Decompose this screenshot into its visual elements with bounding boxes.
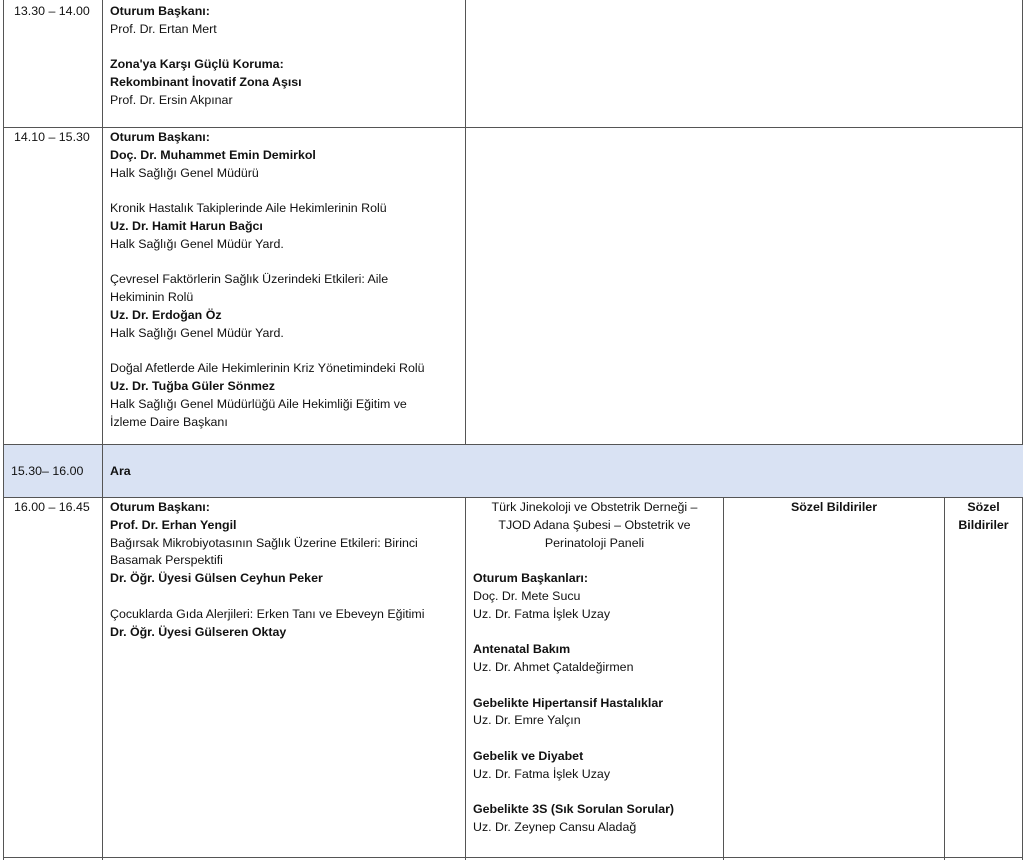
session-line: Uz. Dr. Emre Yalçın — [473, 713, 581, 728]
session-line: Uz. Dr. Tuğba Güler Sönmez — [110, 379, 275, 394]
panel-title — [466, 499, 723, 552]
session-line: Uz. Dr. Ahmet Çataldeğirmen — [473, 659, 634, 674]
time-cell — [14, 499, 90, 517]
session-line: Uz. Dr. Fatma İşlek Uzay — [473, 766, 611, 781]
session-line: Uz. Dr. Fatma İşlek Uzay — [473, 606, 611, 621]
row-divider — [3, 444, 1023, 445]
session-line: Uz. Dr. Zeynep Cansu Aladağ — [473, 820, 637, 835]
session-line: Antenatal Bakım — [473, 642, 571, 657]
time-label: 13.30 – 14.00 — [14, 4, 90, 18]
row-divider — [465, 127, 1023, 128]
time-label: 14.10 – 15.30 — [14, 130, 90, 144]
session-line: Oturum Başkanı: — [110, 4, 210, 18]
row-divider — [3, 857, 1023, 858]
session-line: Oturum Başkanları: — [473, 571, 588, 585]
session-line: Halk Sağlığı Genel Müdürlüğü Aile Hekimliği Eğitim ve — [110, 396, 407, 411]
session-line: Halk Sağlığı Genel Müdürü — [110, 165, 259, 180]
panel-title-line: TJOD Adana Şubesi – Obstetrik ve — [498, 517, 691, 532]
session-line: Oturum Başkanı: — [110, 500, 210, 514]
session-line: Doğal Afetlerde Aile Hekimlerinin Kriz Yönetimindeki Rolü — [110, 361, 425, 376]
panel-session-cell — [473, 570, 674, 837]
session-line: Uz. Dr. Erdoğan Öz — [110, 307, 222, 322]
session-line: Doç. Dr. Muhammet Emin Demirkol — [110, 147, 316, 162]
oral-presentations-label: Sözel Bildiriler — [790, 500, 878, 514]
time-label: 16.00 – 16.45 — [14, 500, 90, 514]
session-line: Hekiminin Rolü — [110, 290, 194, 305]
session-line: Dr. Öğr. Üyesi Gülsen Ceyhun Peker — [110, 571, 323, 586]
session-cell — [110, 3, 302, 110]
panel-title-line: Türk Jinekoloji ve Obstetrik Derneği – — [491, 500, 698, 514]
column-divider — [465, 0, 466, 445]
break-row-band — [3, 445, 1023, 497]
session-line: Gebelikte Hipertansif Hastalıklar — [473, 695, 664, 710]
session-line: Prof. Dr. Ertan Mert — [110, 21, 217, 36]
session-line: Uz. Dr. Hamit Harun Bağcı — [110, 218, 263, 233]
oral-presentations-label: Sözel — [967, 500, 1000, 514]
session-line: Bağırsak Mikrobiyotasının Sağlık Üzerine Etkileri: Birinci — [110, 535, 418, 550]
oral-presentations-header — [724, 499, 944, 517]
spacer — [473, 623, 674, 641]
session-line: Çocuklarda Gıda Alerjileri: Erken Tanı ve Ebeveyn Eğitimi — [110, 606, 425, 621]
time-cell — [14, 3, 90, 21]
panel-title-line: Perinatoloji Paneli — [544, 535, 645, 550]
session-line: Dr. Öğr. Üyesi Gülseren Oktay — [110, 624, 287, 639]
spacer — [473, 677, 674, 695]
column-divider — [1022, 497, 1023, 860]
time-cell — [11, 463, 83, 481]
oral-presentations-label: Bildiriler — [958, 517, 1009, 532]
column-divider — [723, 497, 724, 860]
column-divider — [944, 497, 945, 860]
row-divider — [3, 127, 465, 128]
session-line: Halk Sağlığı Genel Müdür Yard. — [110, 325, 284, 340]
spacer — [110, 343, 425, 361]
session-line: Gebelikte 3S (Sık Sorulan Sorular) — [473, 802, 675, 817]
oral-presentations-header — [945, 499, 1022, 535]
spacer — [110, 182, 425, 200]
break-text: Ara — [110, 464, 131, 478]
column-divider — [3, 0, 4, 860]
session-line: Rekombinant İnovatif Zona Aşısı — [110, 75, 302, 90]
row-divider — [3, 497, 1023, 498]
session-line: Gebelik ve Diyabet — [473, 748, 584, 763]
session-line: Prof. Dr. Ersin Akpınar — [110, 92, 233, 107]
break-label — [110, 463, 131, 481]
column-divider — [1022, 0, 1023, 445]
session-line: Çevresel Faktörlerin Sağlık Üzerindeki Etkileri: Aile — [110, 272, 389, 287]
session-cell — [110, 499, 425, 641]
session-line: İzleme Daire Başkanı — [110, 414, 228, 429]
spacer — [473, 730, 674, 748]
session-line: Oturum Başkanı: — [110, 130, 210, 144]
time-cell — [14, 129, 90, 147]
spacer — [110, 254, 425, 272]
spacer — [110, 588, 425, 606]
session-line: Kronik Hastalık Takiplerinde Aile Hekimlerinin Rolü — [110, 201, 387, 216]
column-divider — [102, 0, 103, 860]
session-cell — [110, 129, 425, 432]
spacer — [110, 39, 302, 57]
spacer — [473, 784, 674, 802]
time-label: 15.30– 16.00 — [11, 464, 84, 478]
session-line: Basamak Perspektifi — [110, 553, 223, 568]
session-line: Prof. Dr. Erhan Yengil — [110, 517, 237, 532]
session-line: Zona'ya Karşı Güçlü Koruma: — [110, 57, 284, 72]
session-line: Doç. Dr. Mete Sucu — [473, 588, 581, 603]
session-line: Halk Sağlığı Genel Müdür Yard. — [110, 236, 284, 251]
